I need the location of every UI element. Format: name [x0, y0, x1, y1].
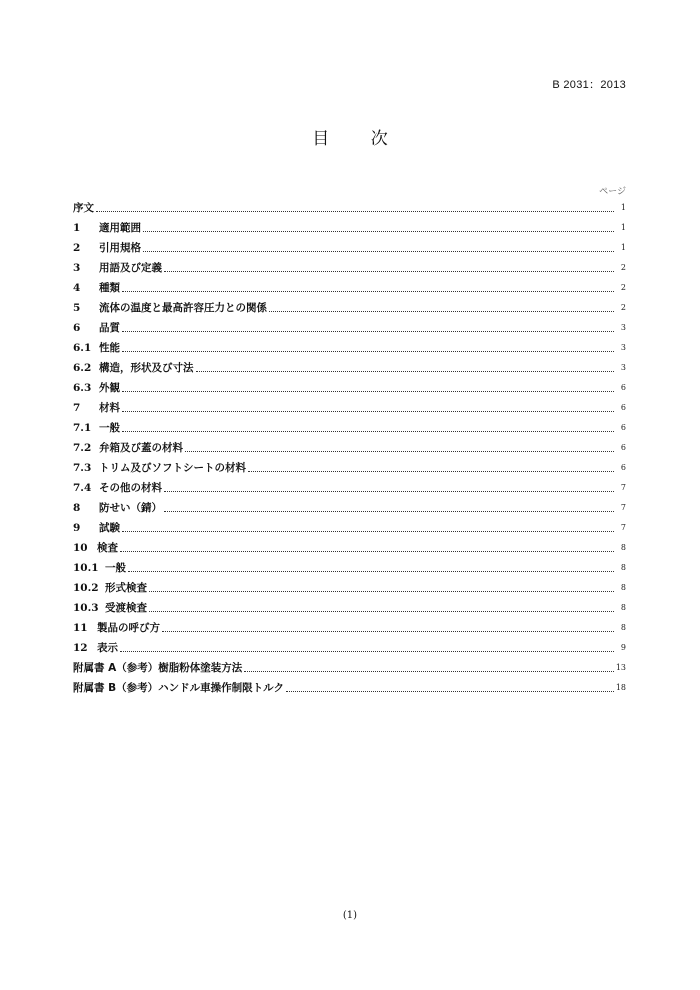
toc-entry-number: 6	[73, 322, 81, 334]
toc-dot-leader	[185, 451, 614, 452]
toc-entry-number: 4	[73, 282, 81, 294]
toc-entry[interactable]	[73, 278, 626, 298]
toc-entry-title: 弁箱及び蓋の材料	[99, 442, 183, 454]
toc-entry-title: 材料	[99, 402, 120, 414]
toc-entry[interactable]	[73, 678, 626, 698]
toc-entry[interactable]	[73, 538, 626, 558]
toc-entry[interactable]	[73, 418, 626, 438]
toc-entry-number: 7.4	[73, 482, 92, 494]
toc-entry-title: 表示	[97, 642, 118, 654]
toc-entry-number: 6.2	[73, 362, 92, 374]
toc-entry-title: 形式検査	[105, 582, 147, 594]
toc-entry-title: 試験	[99, 522, 120, 534]
toc-entry-page: 8	[620, 543, 626, 552]
toc-entry-title: 一般	[99, 422, 120, 434]
toc-dot-leader	[122, 351, 614, 352]
toc-entry-page: 3	[620, 363, 626, 372]
toc-entry-page: 8	[620, 583, 626, 592]
toc-dot-leader	[96, 211, 614, 212]
toc-entry-page: 2	[620, 263, 626, 272]
toc-entry-title: 附属書 A（参考）樹脂粉体塗装方法	[73, 662, 243, 674]
toc-entry[interactable]	[73, 618, 626, 638]
page-column-label: ページ	[599, 187, 626, 197]
standard-number: B 2031：2013	[552, 79, 626, 91]
toc-entry[interactable]	[73, 598, 626, 618]
toc-entry-title: 外観	[99, 382, 120, 394]
toc-dot-leader	[149, 611, 614, 612]
toc-entry[interactable]	[73, 478, 626, 498]
toc-entry-number: 6.3	[73, 382, 92, 394]
toc-dot-leader	[143, 251, 614, 252]
toc-entry-number: 10.2	[73, 582, 99, 594]
toc-entry-title: 構造，形状及び寸法	[99, 362, 194, 374]
toc-entry[interactable]	[73, 638, 626, 658]
toc-dot-leader	[244, 671, 614, 672]
toc-dot-leader	[196, 371, 615, 372]
toc-entry-title: その他の材料	[99, 482, 162, 494]
toc-entry-title: トリム及びソフトシートの材料	[99, 462, 246, 474]
toc-entry-number: 8	[73, 502, 81, 514]
toc-dot-leader	[120, 651, 614, 652]
toc-entry[interactable]	[73, 558, 626, 578]
toc-entry-title: 製品の呼び方	[97, 622, 160, 634]
toc-dot-leader	[149, 591, 614, 592]
toc-entry-page: 1	[620, 203, 626, 212]
toc-entry-page: 8	[620, 623, 626, 632]
toc-entry-number: 5	[73, 302, 81, 314]
toc-entry-page: 18	[615, 683, 626, 692]
toc-dot-leader	[128, 571, 614, 572]
toc-entry-number: 12	[73, 642, 88, 654]
toc-entry-title: 流体の温度と最高許容圧力との関係	[99, 302, 267, 314]
toc-entry[interactable]	[73, 338, 626, 358]
toc-dot-leader	[164, 491, 614, 492]
toc-dot-leader	[122, 391, 614, 392]
toc-entry-page: 7	[620, 503, 626, 512]
toc-entry-page: 9	[620, 643, 626, 652]
toc-entry-number: 1	[73, 222, 81, 234]
toc-entry-page: 2	[620, 303, 626, 312]
toc-entry-number: 7.1	[73, 422, 92, 434]
toc-entry[interactable]	[73, 298, 626, 318]
toc-dot-leader	[286, 691, 614, 692]
toc-entry-title: 用語及び定義	[99, 262, 162, 274]
toc-entry-number: 11	[73, 622, 88, 634]
toc-entry-page: 1	[620, 223, 626, 232]
toc-dot-leader	[164, 271, 614, 272]
toc-entry-title: 引用規格	[99, 242, 141, 254]
toc-dot-leader	[122, 291, 614, 292]
toc-entry-page: 6	[620, 443, 626, 452]
toc-dot-leader	[143, 231, 614, 232]
toc-entry-title: 防せい（錆）	[99, 502, 162, 514]
toc-entry[interactable]	[73, 458, 626, 478]
toc-dot-leader	[269, 311, 614, 312]
toc-entry-title: 性能	[99, 342, 120, 354]
toc-dot-leader	[162, 631, 614, 632]
toc-entry[interactable]	[73, 218, 626, 238]
toc-entry-page: 6	[620, 403, 626, 412]
toc-entry[interactable]	[73, 518, 626, 538]
toc-entry[interactable]	[73, 258, 626, 278]
toc-entry-page: 6	[620, 423, 626, 432]
toc-entry-page: 3	[620, 323, 626, 332]
toc-entry-title: 適用範囲	[99, 222, 141, 234]
toc-entry-number: 9	[73, 522, 81, 534]
toc-entry[interactable]	[73, 658, 626, 678]
toc-entry-number: 7.3	[73, 462, 92, 474]
toc-entry[interactable]	[73, 438, 626, 458]
toc-entry-number: 7	[73, 402, 81, 414]
toc-entry-number: 10.1	[73, 562, 99, 574]
toc-dot-leader	[164, 511, 614, 512]
toc-entry-number: 10	[73, 542, 88, 554]
toc-entry-page: 1	[620, 243, 626, 252]
toc-entry-page: 7	[620, 523, 626, 532]
toc-entry-page: 7	[620, 483, 626, 492]
toc-entry-page: 6	[620, 383, 626, 392]
toc-entry[interactable]	[73, 398, 626, 418]
toc-entry-page: 8	[620, 563, 626, 572]
toc-entry-title: 検査	[97, 542, 118, 554]
toc-entry[interactable]	[73, 358, 626, 378]
toc-entry[interactable]	[73, 578, 626, 598]
toc-entry-number: 2	[73, 242, 81, 254]
toc-dot-leader	[122, 411, 614, 412]
toc-entry-title: 種類	[99, 282, 120, 294]
page-folio: (1)	[342, 910, 358, 921]
toc-dot-leader	[122, 431, 614, 432]
toc-entry[interactable]	[73, 378, 626, 398]
toc-entry[interactable]	[73, 498, 626, 518]
toc-entry-number: 3	[73, 262, 81, 274]
toc-entry-page: 3	[620, 343, 626, 352]
toc-entry-title: 序文	[73, 202, 94, 214]
toc-entry-page: 13	[615, 663, 626, 672]
toc-dot-leader	[120, 551, 614, 552]
toc-entry-title: 一般	[105, 562, 126, 574]
page-title: 目 次	[312, 129, 406, 149]
toc-entry[interactable]	[73, 318, 626, 338]
toc-entry-title: 品質	[99, 322, 120, 334]
toc-entry-number: 7.2	[73, 442, 92, 454]
table-of-contents	[73, 198, 626, 698]
toc-dot-leader	[248, 471, 614, 472]
toc-entry-page: 2	[620, 283, 626, 292]
toc-entry-page: 6	[620, 463, 626, 472]
toc-entry-page: 8	[620, 603, 626, 612]
toc-entry[interactable]	[73, 238, 626, 258]
toc-entry-title: 附属書 B（参考）ハンドル車操作制限トルク	[73, 682, 284, 694]
toc-entry-number: 6.1	[73, 342, 92, 354]
toc-entry[interactable]	[73, 198, 626, 218]
toc-entry-number: 10.3	[73, 602, 99, 614]
toc-dot-leader	[122, 331, 614, 332]
toc-dot-leader	[122, 531, 614, 532]
toc-entry-title: 受渡検査	[105, 602, 147, 614]
